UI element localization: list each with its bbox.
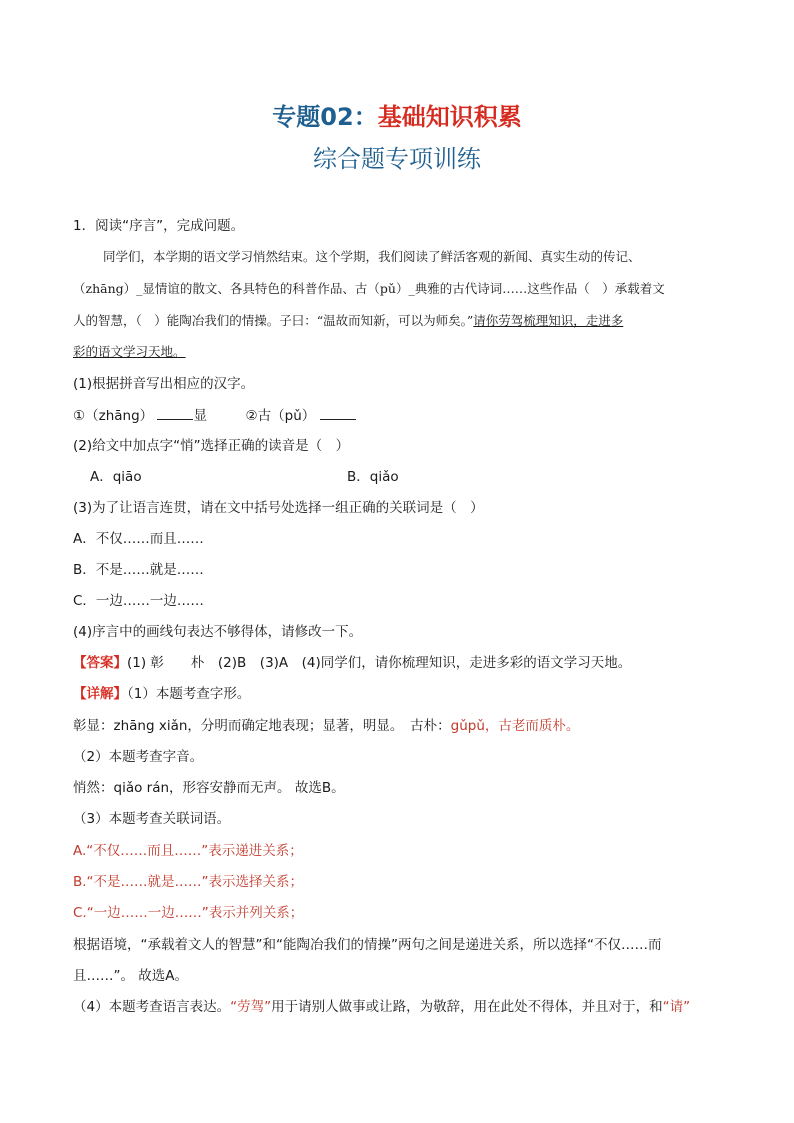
detail-line-2	[73, 716, 579, 736]
item-2-label: ②古（pǔ）	[245, 408, 316, 424]
page-title	[0, 100, 794, 134]
detail-p11-b: 用于请别人做事或让路，为敬辞，用在此处不得体，并且对于，和	[271, 999, 663, 1015]
sub-question-1-items	[73, 405, 356, 426]
sub-question-4: (4)序言中的画线句表达不够得体，请修改一下。	[73, 624, 363, 640]
question-stem: 1．阅读“序言”，完成问题。	[73, 218, 245, 234]
detail-p2-red: gǔpǔ，古老而质朴。	[450, 718, 580, 734]
detail-line-5: （3）本题考查关联词语。	[73, 811, 231, 827]
option-2b: B．qiǎo	[347, 469, 399, 485]
option-2a: A．qiāo	[90, 469, 142, 485]
underlined-sentence-part-2: 彩的语文学习天地。	[73, 344, 186, 359]
detail-line-3: （2）本题考查字音。	[73, 749, 204, 765]
detail-line-7: B.“不是……就是……”表示选择关系；	[73, 874, 304, 890]
title-prefix: 专题02：	[272, 103, 378, 131]
detail-p2-black: 彰显：zhāng xiǎn，分明而确定地表现；显著，明显。 古朴：	[73, 718, 451, 734]
option-3b: B．不是……就是……	[73, 562, 204, 578]
page-subtitle: 综合题专项训练	[313, 145, 481, 173]
title-main: 基础知识积累	[377, 103, 522, 131]
detail-tag: 【详解】	[73, 686, 127, 702]
answer-blank-1	[157, 405, 193, 420]
detail-line-6: A.“不仅……而且……”表示递进关系；	[73, 843, 303, 859]
detail-line-11	[73, 997, 690, 1017]
passage-line-3	[73, 311, 623, 331]
answer-line	[73, 653, 631, 673]
item-1-suffix: 显	[193, 408, 207, 424]
item-1-label: ①（zhāng）	[73, 408, 154, 424]
passage-line-2: （zhāng）_显情谊的散文、各具特色的科普作品、古（pǔ）_典雅的古代诗词……这些作品（ ）承载着文	[73, 281, 665, 296]
detail-p11-red2: “请”	[662, 999, 691, 1015]
detail-p11-a: （4）本题考查语言表达。	[73, 999, 231, 1015]
answer-blank-2	[320, 405, 356, 420]
detail-line-10: 且……”。 故选A。	[73, 968, 189, 984]
option-3a: A．不仅……而且……	[73, 531, 204, 547]
passage-line-3-plain: 人的智慧，（ ）能陶冶我们的情操。子曰：“温故而知新，可以为师矣。”	[73, 313, 474, 328]
detail-line-4: 悄然：qiǎo rán，形容安静而无声。 故选B。	[73, 780, 345, 796]
detail-p1: （1）本题考查字形。	[127, 686, 251, 702]
detail-line-1	[73, 684, 250, 704]
option-3c: C．一边……一边……	[73, 593, 204, 609]
detail-line-8: C.“一边……一边……”表示并列关系；	[73, 905, 304, 921]
answer-tag: 【答案】	[73, 655, 127, 671]
passage-line-1: 同学们，本学期的语文学习悄然结束。这个学期，我们阅读了鲜活客观的新闻、真实生动的传记、	[103, 249, 641, 264]
underlined-sentence-part-1: 请你劳驾梳理知识，走进多	[473, 313, 624, 328]
answer-text: (1) 彰 朴 (2)B (3)A (4)同学们，请你梳理知识，走进多彩的语文学习天地。	[127, 655, 632, 671]
sub-question-3: (3)为了让语言连贯，请在文中括号处选择一组正确的关联词是（ ）	[73, 500, 484, 516]
sub-question-2: (2)给文中加点字“悄”选择正确的读音是（ ）	[73, 438, 350, 454]
sub-question-1: (1)根据拼音写出相应的汉字。	[73, 376, 255, 392]
detail-line-9: 根据语境，“承载着文人的智慧”和“能陶冶我们的情操”两句之间是递进关系，所以选择“不仅……而	[73, 937, 662, 953]
detail-p11-red1: “劳驾”	[230, 999, 272, 1015]
